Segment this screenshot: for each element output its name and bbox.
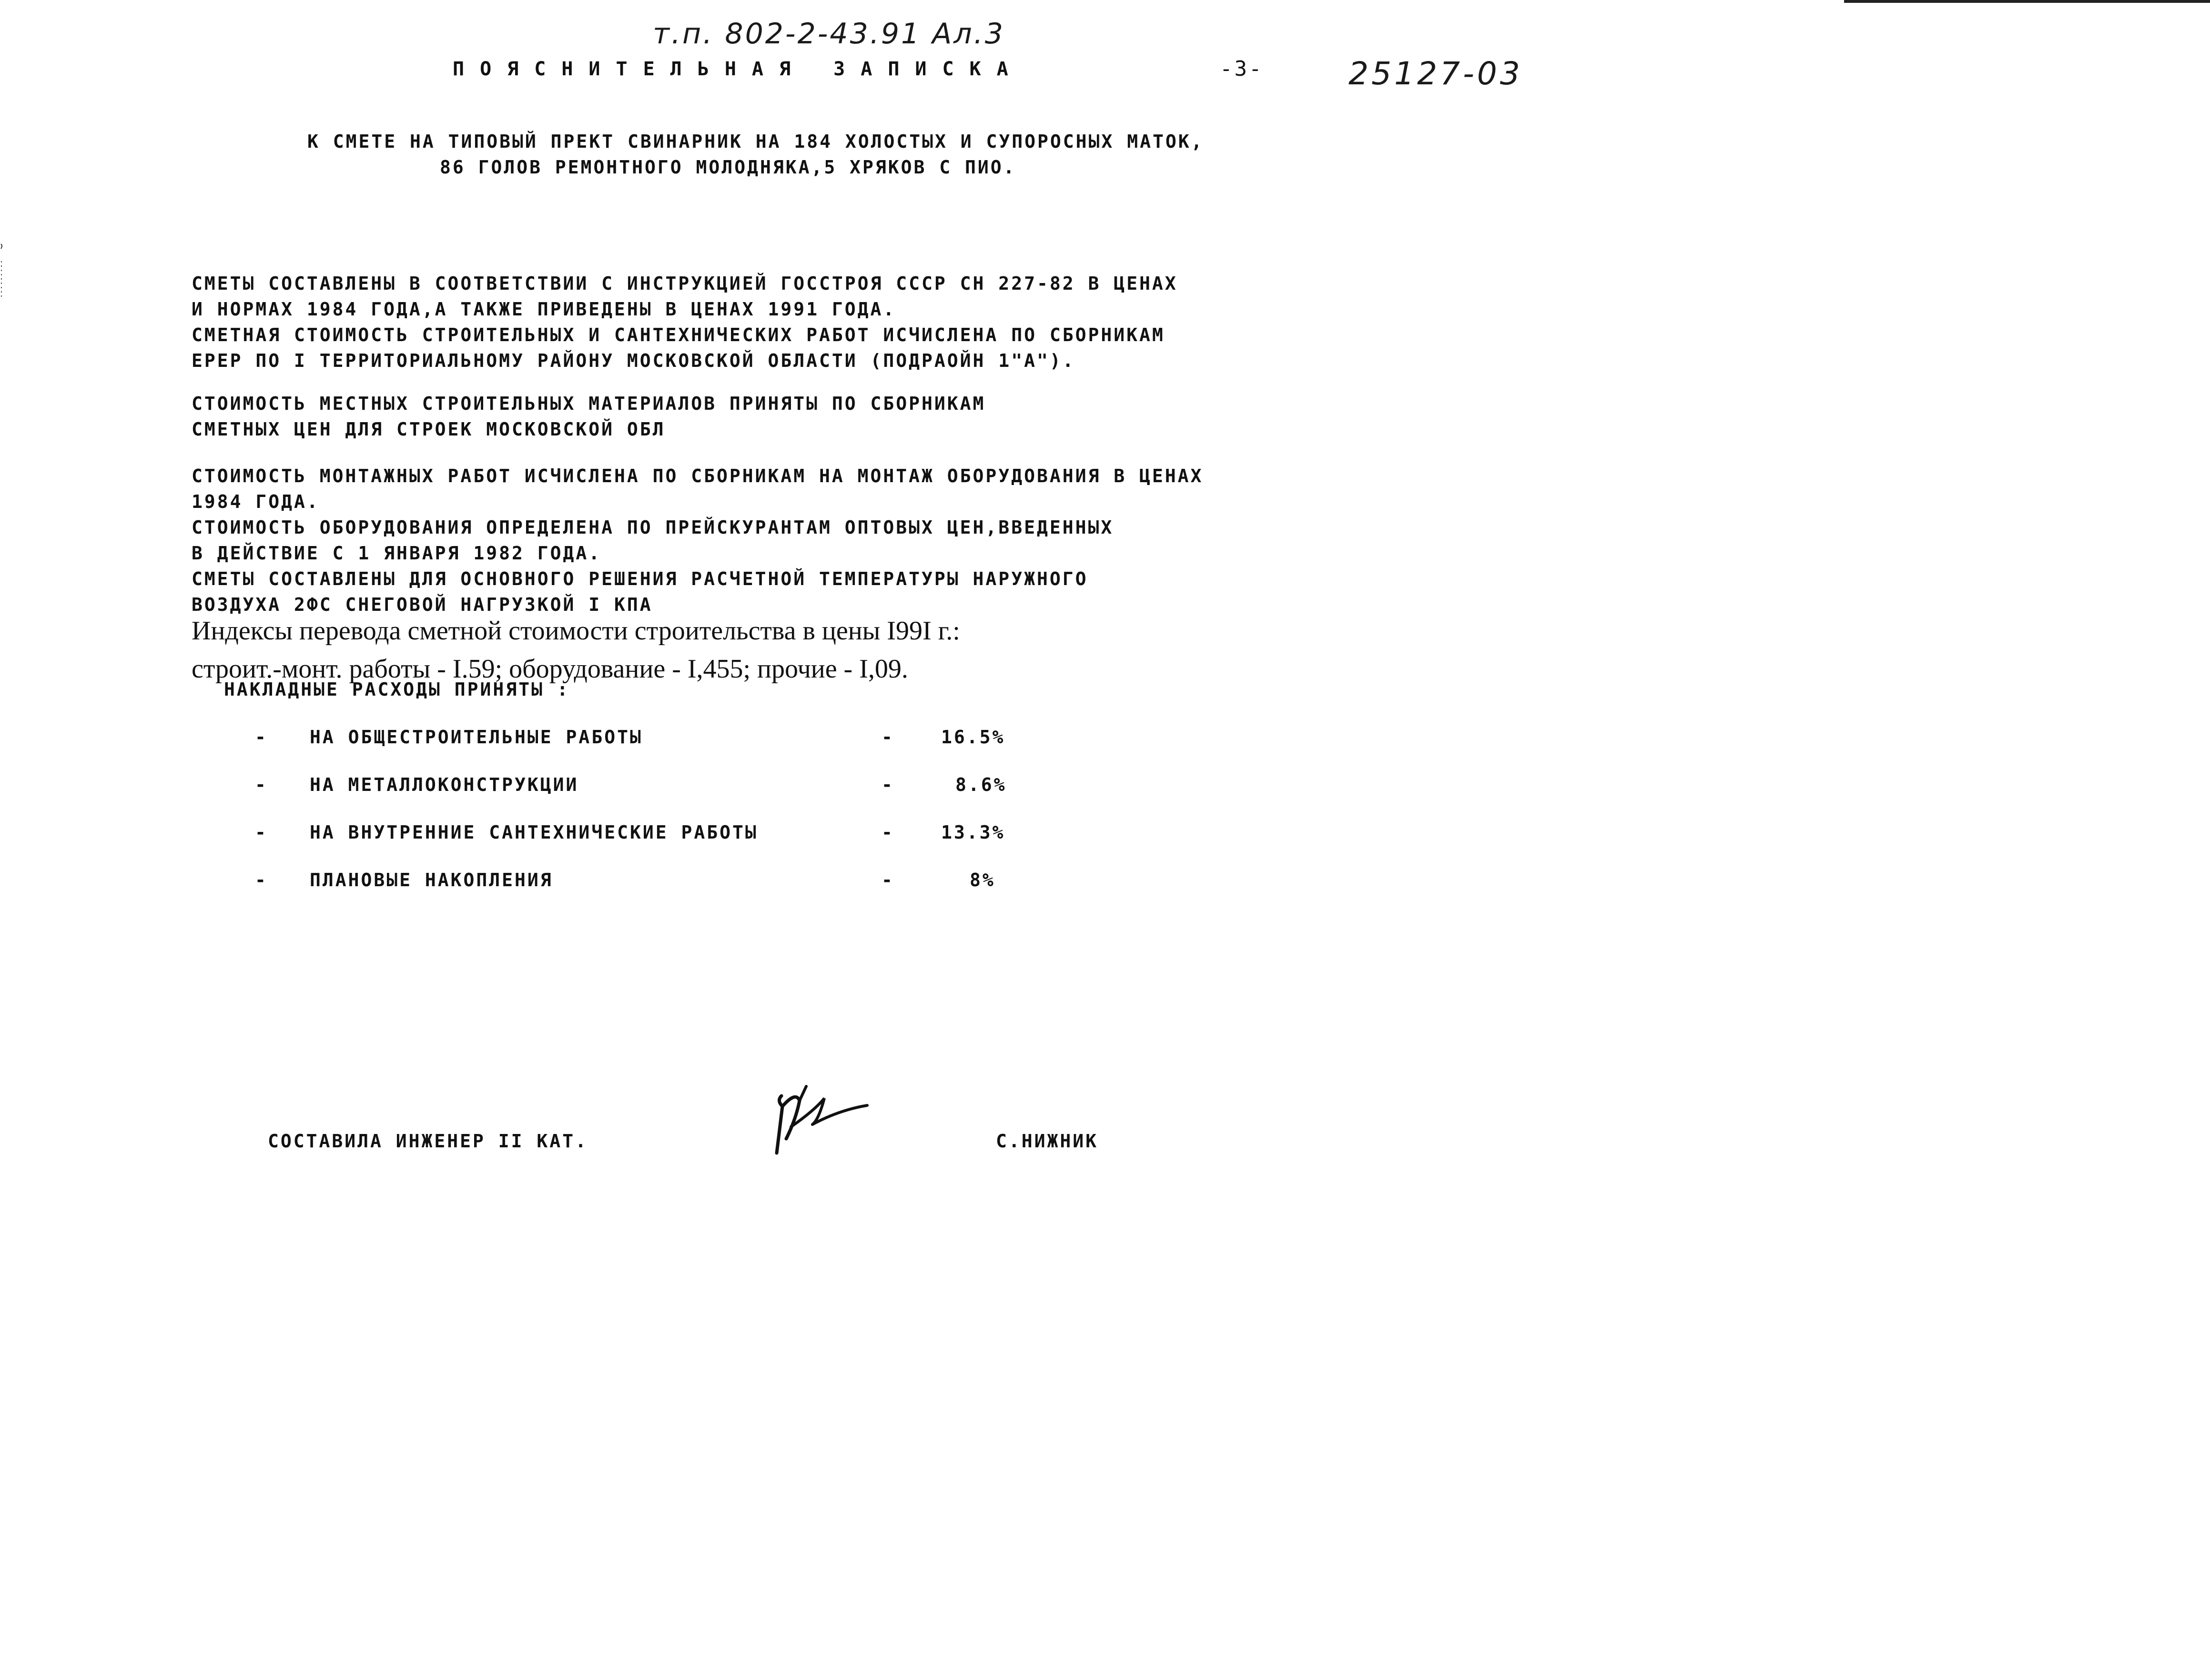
paragraph-estimates: [192, 271, 1178, 374]
subtitle-line: К СМЕТЕ НА ТИПОВЫЙ ПРЕКТ СВИНАРНИК НА 184 ХОЛОСТЫХ И СУПОРОСНЫХ МАТОК,: [307, 131, 1204, 152]
list-item: [0, 724, 2210, 753]
subtitle-line: 86 ГОЛОВ РЕМОНТНОГО МОЛОДНЯКА,5 ХРЯКОВ С ПИО.: [440, 157, 1016, 178]
subtitle: [307, 129, 1204, 180]
page-number: -3-: [1220, 57, 1264, 81]
list-label: НА ОБЩЕСТРОИТЕЛЬНЫЕ РАБОТЫ: [310, 727, 643, 748]
paragraph-installation: [192, 463, 1203, 617]
paragraph-materials: [192, 391, 985, 442]
list-value: 13.3%: [941, 822, 1005, 843]
list-value: 16.5%: [941, 727, 1005, 748]
paragraph-line: СМЕТЫ СОСТАВЛЕНЫ ДЛЯ ОСНОВНОГО РЕШЕНИЯ РАСЧЕТНОЙ ТЕМПЕРАТУРЫ НАРУЖНОГО: [192, 568, 1088, 589]
page-title: ПОЯСНИТЕЛЬНАЯ ЗАПИСКА: [453, 58, 1024, 80]
list-item: [0, 867, 2210, 896]
margin-marks: [0, 242, 5, 299]
paragraph-line: ВОЗДУХА 2ФС СНЕГОВОЙ НАГРУЗКОЙ I КПА: [192, 594, 653, 615]
paragraph-line: СТОИМОСТЬ МЕСТНЫХ СТРОИТЕЛЬНЫХ МАТЕРИАЛОВ ПРИНЯТЫ ПО СБОРНИКАМ: [192, 393, 986, 414]
list-bullet: -: [255, 822, 268, 843]
indices-line: Индексы перевода сметной стоимости строительства в цены I99I г.:: [192, 616, 960, 646]
overheads-heading: НАКЛАДНЫЕ РАСХОДЫ ПРИНЯТЫ :: [224, 679, 570, 700]
list-dash: -: [882, 870, 894, 891]
list-label: НА ВНУТРЕННИЕ САНТЕХНИЧЕСКИЕ РАБОТЫ: [310, 822, 758, 843]
paragraph-line: СМЕТНЫХ ЦЕН ДЛЯ СТРОЕК МОСКОВСКОЙ ОБЛ: [192, 419, 666, 440]
list-bullet: -: [255, 774, 268, 795]
list-bullet: -: [255, 727, 268, 748]
compiled-by: СОСТАВИЛА ИНЖЕНЕР II КАТ.: [268, 1131, 588, 1152]
list-value: 8%: [970, 870, 995, 891]
paragraph-line: СТОИМОСТЬ ОБОРУДОВАНИЯ ОПРЕДЕЛЕНА ПО ПРЕЙСКУРАНТАМ ОПТОВЫХ ЦЕН,ВВЕДЕННЫХ: [192, 517, 1114, 538]
signature-icon: [762, 1082, 877, 1158]
list-dash: -: [882, 774, 894, 795]
list-item: [0, 820, 2210, 848]
author-name: С.НИЖНИК: [996, 1131, 1099, 1152]
list-bullet: -: [255, 870, 268, 891]
list-item: [0, 772, 2210, 800]
indices-line: строит.-монт. работы - I.59; оборудование - I,455; прочие - I,09.: [192, 654, 908, 684]
paragraph-line: СТОИМОСТЬ МОНТАЖНЫХ РАБОТ ИСЧИСЛЕНА ПО СБОРНИКАМ НА МОНТАЖ ОБОРУДОВАНИЯ В ЦЕНАХ: [192, 466, 1204, 486]
paragraph-line: В ДЕЙСТВИЕ С 1 ЯНВАРЯ 1982 ГОДА.: [192, 543, 602, 564]
list-value: 8.6%: [955, 774, 1007, 795]
paragraph-line: 1984 ГОДА.: [192, 491, 320, 512]
paragraph-line: И НОРМАХ 1984 ГОДА,А ТАКЖЕ ПРИВЕДЕНЫ В ЦЕНАХ 1991 ГОДА.: [192, 299, 896, 320]
list-dash: -: [882, 822, 894, 843]
document-number: 25127-03: [1348, 55, 1523, 92]
paragraph-line: СМЕТНАЯ СТОИМОСТЬ СТРОИТЕЛЬНЫХ И САНТЕХНИЧЕСКИХ РАБОТ ИСЧИСЛЕНА ПО СБОРНИКАМ: [192, 324, 1165, 345]
list-label: НА МЕТАЛЛОКОНСТРУКЦИИ: [310, 774, 579, 795]
paragraph-line: ЕРЕР ПО I ТЕРРИТОРИАЛЬНОМУ РАЙОНУ МОСКОВСКОЙ ОБЛАСТИ (ПОДРАОЙН 1"А").: [192, 350, 1075, 371]
list-label: ПЛАНОВЫЕ НАКОПЛЕНИЯ: [310, 870, 553, 891]
project-ref: т.п. 802-2-43.91 Ал.3: [653, 17, 1005, 51]
top-edge-line: [1844, 0, 2210, 3]
paragraph-line: СМЕТЫ СОСТАВЛЕНЫ В СООТВЕТСТВИИ С ИНСТРУКЦИЕЙ ГОССТРОЯ СССР СН 227-82 В ЦЕНАХ: [192, 273, 1178, 294]
list-dash: -: [882, 727, 894, 748]
